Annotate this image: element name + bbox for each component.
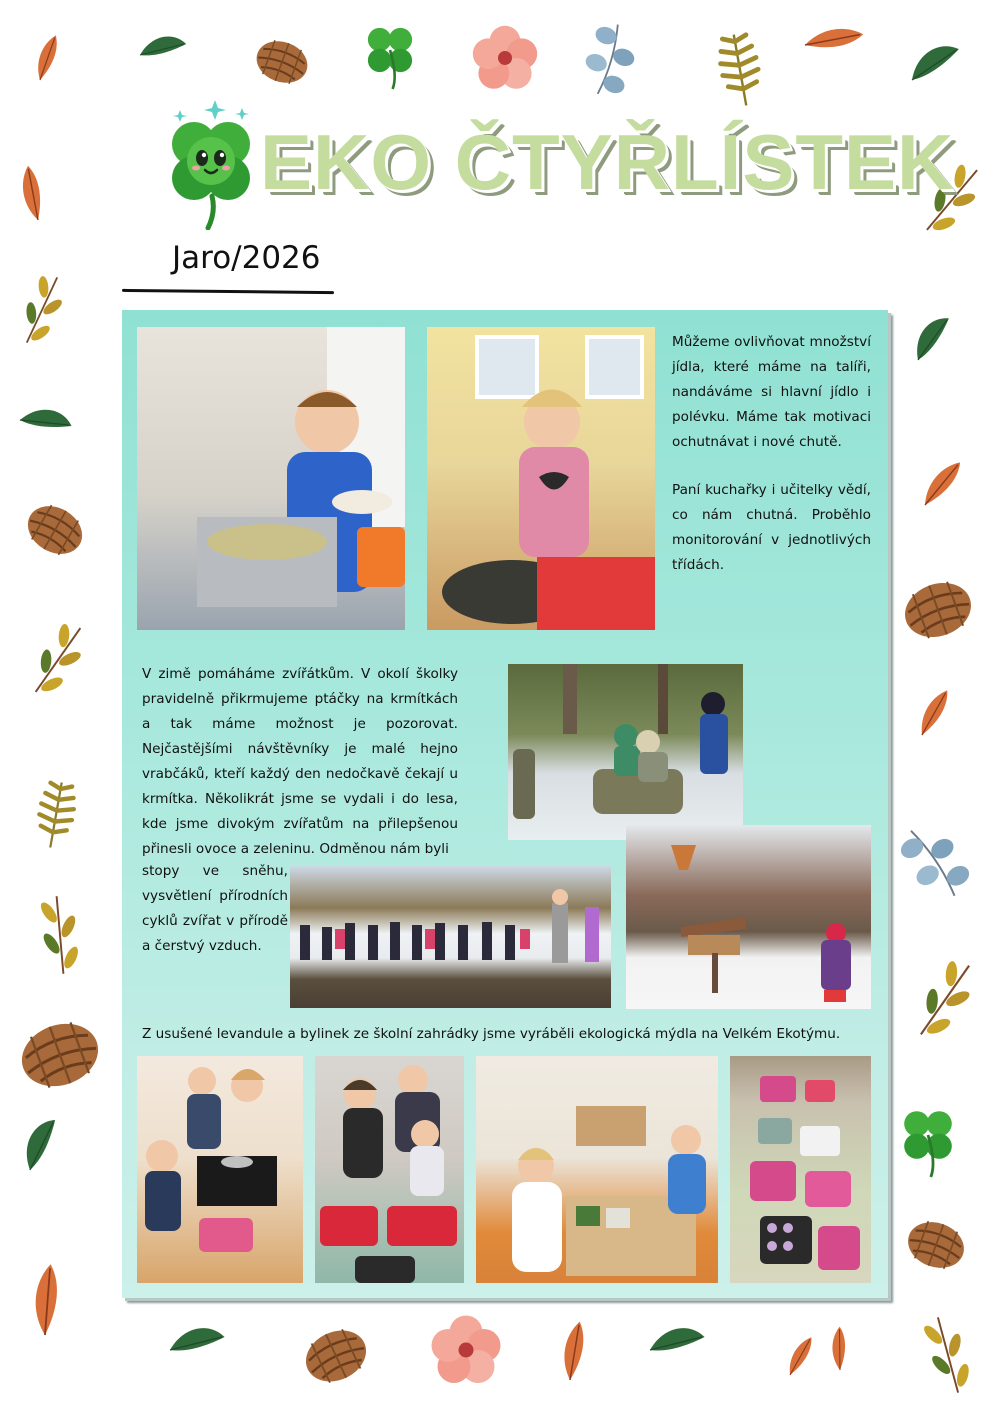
photo-illustration bbox=[508, 664, 743, 840]
photo-finished-soaps bbox=[730, 1056, 871, 1283]
photo-illustration bbox=[427, 327, 655, 630]
photo-boy-serving-soup bbox=[137, 327, 405, 630]
clover-mascot-icon bbox=[160, 100, 260, 230]
food-paragraph-1: Můžeme ovlivňovat množství jídla, které máme na talíři, nandáváme si hlavní jídlo i polévku. Máme tak motivaci ochutnávat i nové chutě. bbox=[672, 334, 871, 450]
photo-classroom-table bbox=[476, 1056, 718, 1283]
masthead bbox=[160, 95, 955, 225]
photo-bird-feeder bbox=[626, 825, 871, 1009]
photo-group-in-snow bbox=[290, 865, 611, 1008]
winter-paragraph-1: V zimě pomáháme zvířátkům. V okolí školky pravidelně přikrmujeme ptáčky na krmítkách a tak máme možnost je pozorovat. Nejčastějšími návštěvníky je malé hejno vrabčáků, kteří každý den nedočkavě čekají u krmítka. Několikrát jsme se vydali i do lesa, kde jsme divokým zvířatům na přilepšenou přinesli ovoce a zeleninu. Odměnou nám byli bbox=[142, 666, 458, 857]
photo-illustration bbox=[730, 1056, 871, 1283]
photo-melting-wax bbox=[137, 1056, 303, 1283]
sparkle-icon bbox=[204, 100, 226, 120]
food-paragraph-2: Paní kuchařky i učitelky vědí, co nám chutná. Proběhlo monitorování v jednotlivých třídách. bbox=[672, 482, 871, 573]
issue-date: Jaro/2026 bbox=[172, 240, 321, 276]
photo-illustration bbox=[290, 865, 611, 1008]
photo-girl-with-ladle bbox=[427, 327, 655, 630]
winter-paragraph-2: stopy ve sněhu, vysvětlení přírodních cyklů zvířat v přírodě a čerstvý vzduch. bbox=[142, 863, 288, 954]
photo-illustration bbox=[137, 327, 405, 630]
photo-illustration bbox=[137, 1056, 303, 1283]
photo-pouring-molds bbox=[315, 1056, 464, 1283]
photo-children-at-log bbox=[508, 664, 743, 840]
photo-illustration bbox=[315, 1056, 464, 1283]
page-title: EKO ČTYŘLÍSTEK bbox=[260, 118, 955, 206]
photo-illustration bbox=[626, 825, 871, 1009]
photo-illustration bbox=[476, 1056, 718, 1283]
soap-caption: Z usušené levandule a bylinek ze školní zahrádky jsme vyráběli ekologická mýdla na Velkém Ekotýmu. bbox=[142, 1026, 841, 1042]
